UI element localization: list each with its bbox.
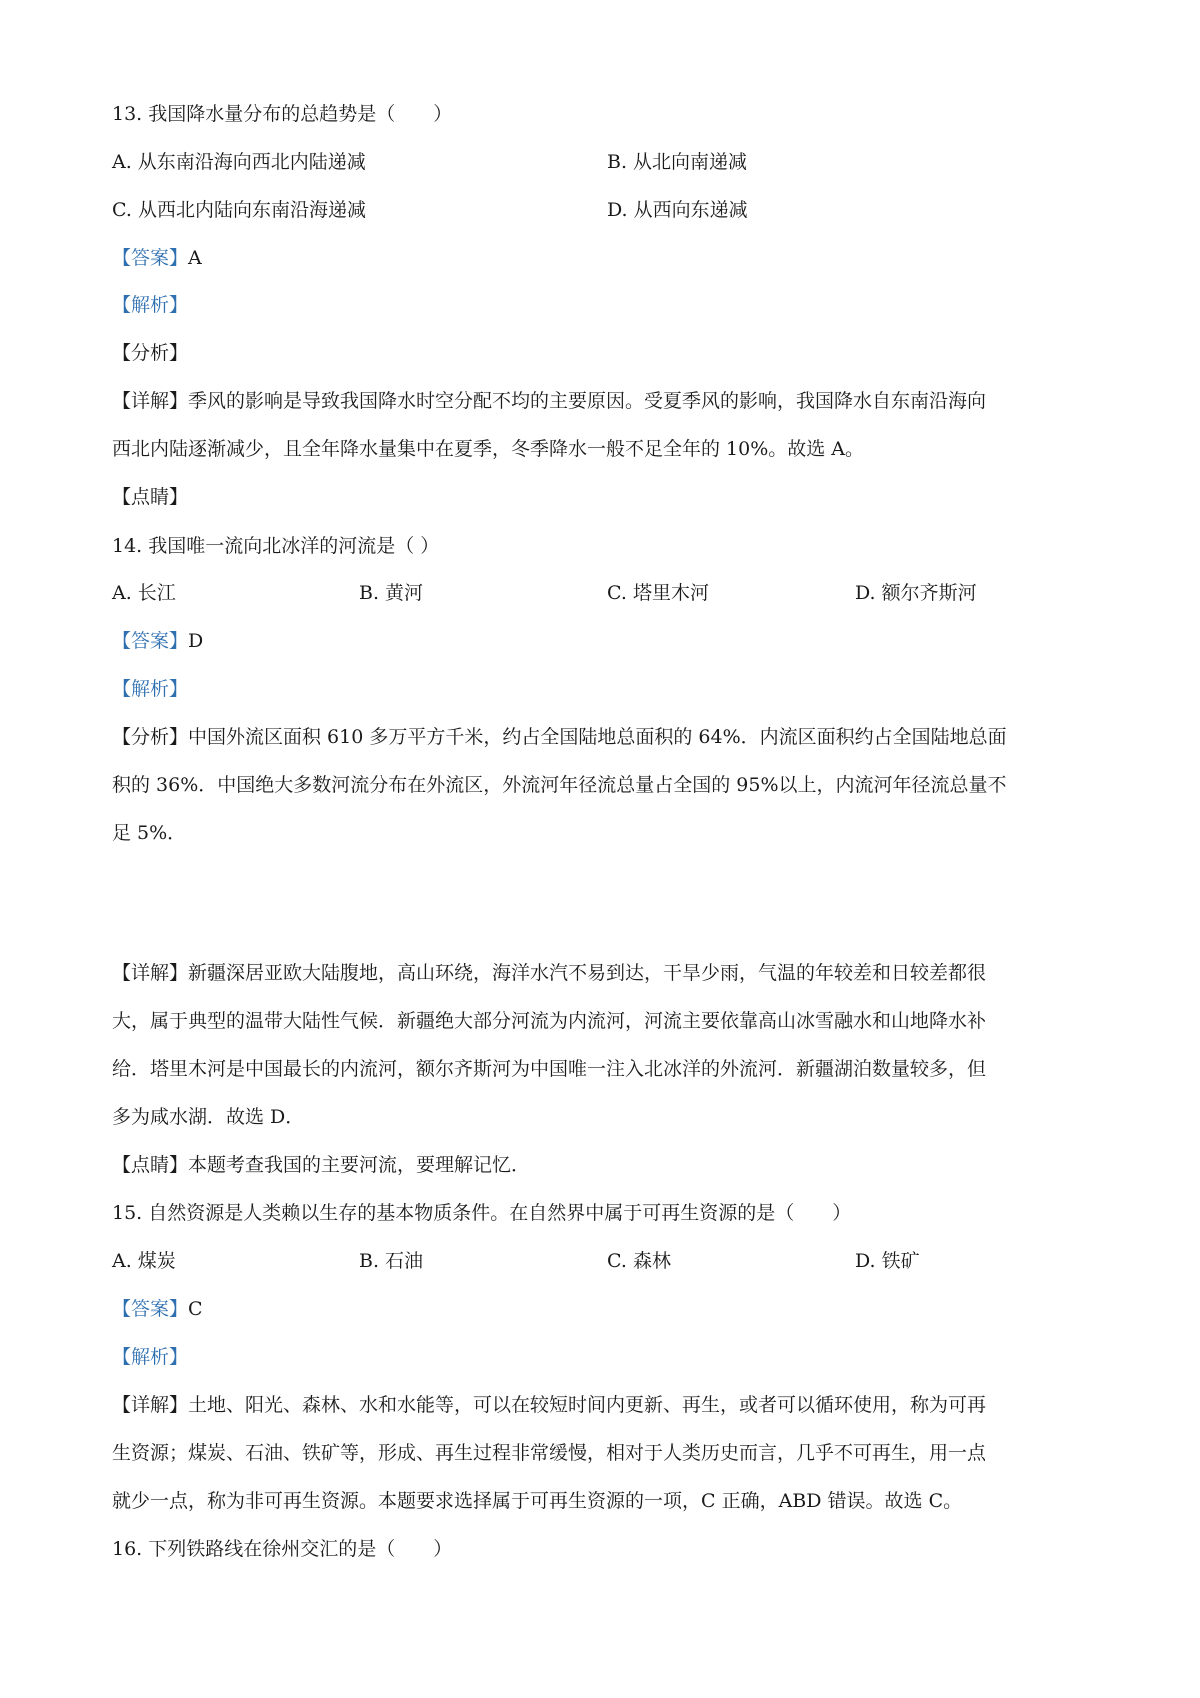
q13-detail-line-2: 西北内陆逐渐减少，且全年降水量集中在夏季，冬季降水一般不足全年的 10%。故选 A。 [112, 438, 865, 460]
q14-detail-line-1 [112, 960, 986, 986]
q15-answer: C [188, 1298, 203, 1320]
q15-answer-line [112, 1296, 203, 1322]
detail-label: 【详解】 [112, 1394, 189, 1416]
q13-option-c: C. 从西北内陆向东南沿海递减 [112, 199, 366, 221]
q14-detail-line-3: 给．塔里木河是中国最长的内流河，额尔齐斯河为中国唯一注入北冰洋的外流河．新疆湖泊数量较多，但 [112, 1058, 987, 1080]
q14-option-a: A. 长江 [112, 582, 176, 604]
dianjing-label: 【点睛】 [112, 1154, 189, 1176]
q13-detail-line-1 [112, 388, 986, 414]
q13-option-b: B. 从北向南递减 [607, 151, 748, 173]
q14-detail-line-4: 多为咸水湖．故选 D． [112, 1106, 305, 1128]
q14-option-c: C. 塔里木河 [607, 582, 709, 604]
q15-option-b: B. 石油 [359, 1250, 424, 1272]
question-13-stem: 13. 我国降水量分布的总趋势是（ ） [112, 103, 453, 125]
answer-label: 【答案】 [112, 630, 189, 652]
q14-fenxi-line-3: 足 5%． [112, 822, 187, 844]
q14-fenxi-text-1: 中国外流区面积 610 多万平方千米，约占全国陆地总面积的 64%．内流区面积约占全国陆地总面 [188, 726, 1007, 748]
q13-option-a: A. 从东南沿海向西北内陆递减 [112, 151, 366, 173]
q14-detail-line-2: 大，属于典型的温带大陆性气候．新疆绝大部分河流为内流河，河流主要依靠高山冰雪融水和山地降水补 [112, 1010, 987, 1032]
q15-option-d: D. 铁矿 [855, 1250, 920, 1272]
q15-jiexi-label: 【解析】 [112, 1346, 189, 1368]
q15-detail-line-2: 生资源；煤炭、石油、铁矿等，形成、再生过程非常缓慢，相对于人类历史而言，几乎不可再生，用一点 [112, 1442, 987, 1464]
q15-detail-line-1 [112, 1392, 986, 1418]
q14-dianjing-line [112, 1152, 530, 1178]
detail-label: 【详解】 [112, 962, 189, 984]
q13-jiexi-label: 【解析】 [112, 294, 189, 316]
q13-option-d: D. 从西向东递减 [607, 199, 748, 221]
q13-answer: A [188, 247, 202, 269]
q13-detail-text-1: 季风的影响是导致我国降水时空分配不均的主要原因。受夏季风的影响，我国降水自东南沿海向 [188, 390, 987, 412]
q13-answer-line [112, 245, 202, 271]
q13-fenxi-label: 【分析】 [112, 342, 189, 364]
q14-fenxi-line-2: 积的 36%．中国绝大多数河流分布在外流区，外流河年径流总量占全国的 95%以上，内流河年径流总量不 [112, 774, 1007, 796]
answer-label: 【答案】 [112, 1298, 189, 1320]
answer-label: 【答案】 [112, 247, 189, 269]
q15-detail-line-3: 就少一点，称为非可再生资源。本题要求选择属于可再生资源的一项，C 正确，ABD 错误。故选 C。 [112, 1490, 963, 1512]
q14-answer: D [188, 630, 204, 652]
q14-detail-text-1: 新疆深居亚欧大陆腹地，高山环绕，海洋水汽不易到达，干旱少雨，气温的年较差和日较差都很 [188, 962, 987, 984]
q15-option-c: C. 森林 [607, 1250, 671, 1272]
q15-detail-text-1: 土地、阳光、森林、水和水能等，可以在较短时间内更新、再生，或者可以循环使用，称为可再 [188, 1394, 987, 1416]
detail-label: 【详解】 [112, 390, 189, 412]
question-15-stem: 15. 自然资源是人类赖以生存的基本物质条件。在自然界中属于可再生资源的是（ ） [112, 1202, 852, 1224]
q14-jiexi-label: 【解析】 [112, 678, 189, 700]
question-16-stem: 16. 下列铁路线在徐州交汇的是（ ） [112, 1538, 453, 1560]
fenxi-label: 【分析】 [112, 726, 189, 748]
q14-answer-line [112, 628, 203, 654]
q15-option-a: A. 煤炭 [112, 1250, 176, 1272]
question-14-stem: 14. 我国唯一流向北冰洋的河流是（ ） [112, 535, 440, 557]
q13-dianjing-label: 【点睛】 [112, 486, 189, 508]
q14-option-b: B. 黄河 [359, 582, 424, 604]
q14-option-d: D. 额尔齐斯河 [855, 582, 977, 604]
q14-fenxi-line-1 [112, 724, 1007, 750]
q14-dianjing-text: 本题考查我国的主要河流，要理解记忆． [188, 1154, 531, 1176]
